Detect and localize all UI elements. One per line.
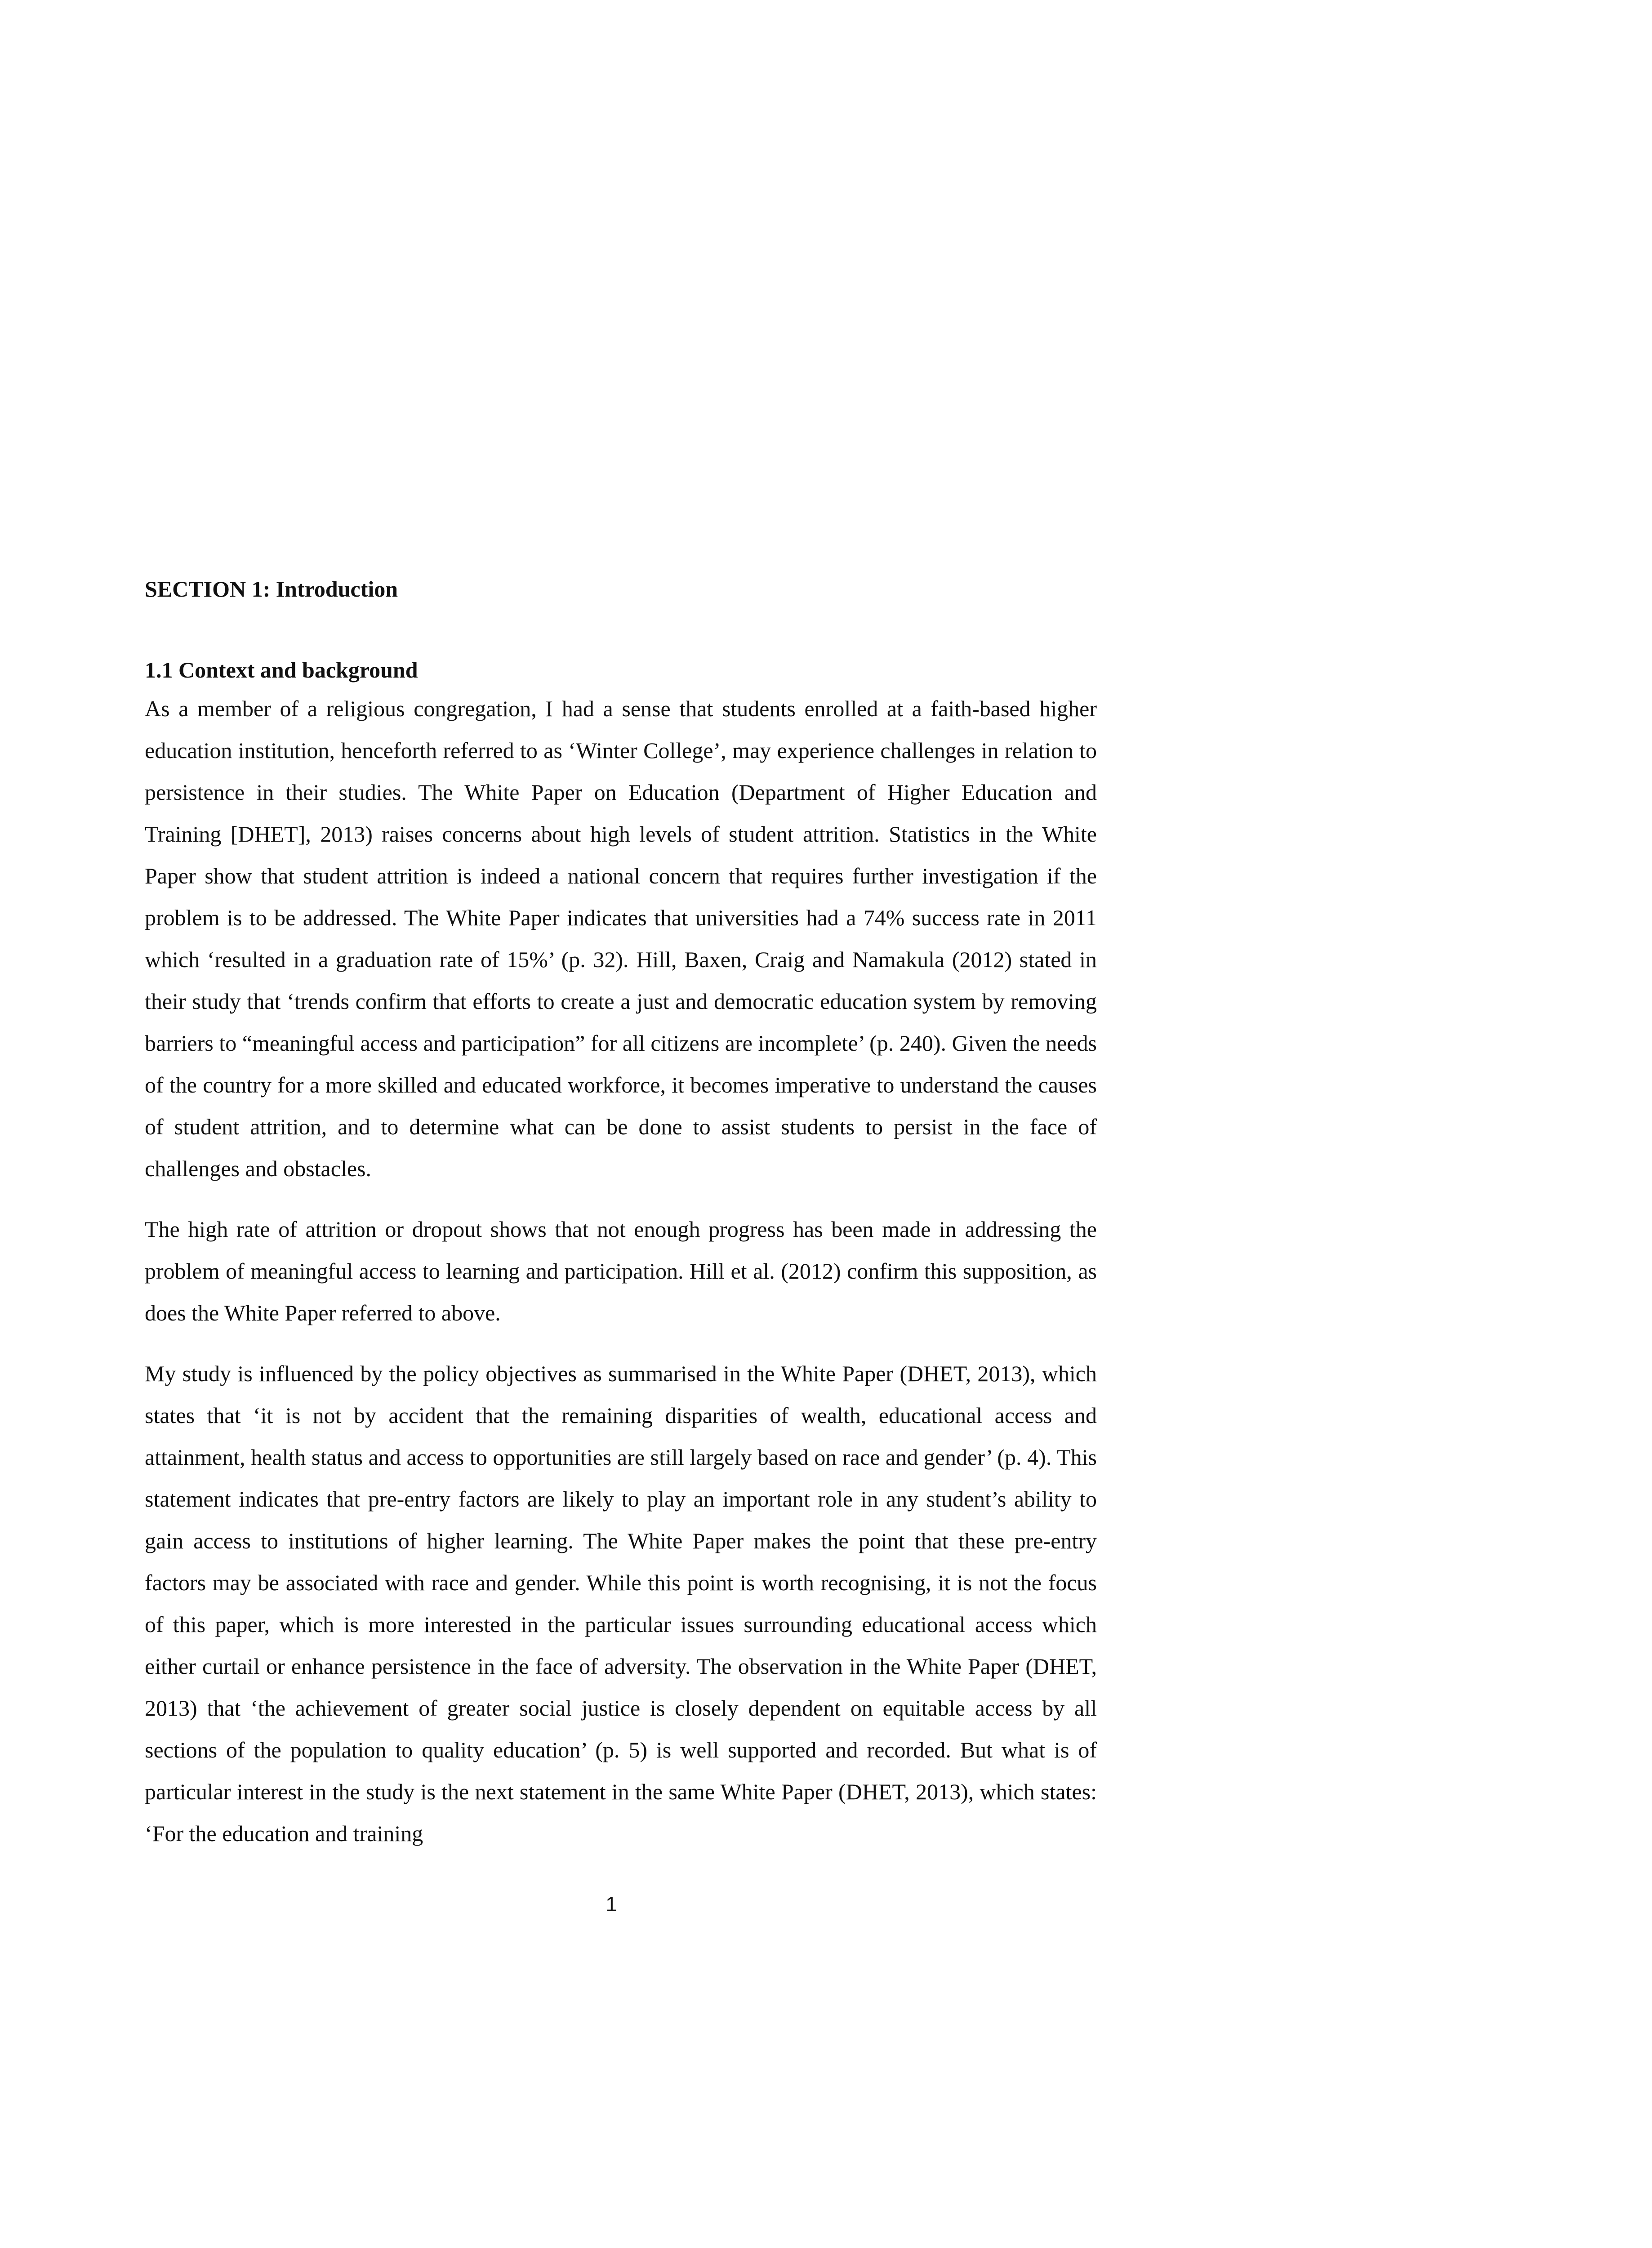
paragraph-policy-objectives: My study is influenced by the policy objectives as summarised in the White Paper (DHET, 2013), which states that ‘it is not by accident that the remaining disparities of wealth, educational access and attainment, health status and access to opportunities are still largely based on race and gender’ (p. 4). This statement indicates that pre-entry factors are likely to play an important role in any student’s ability to gain access to institutions of higher learning. The White Paper makes the point that these pre-entry factors may be associated with race and gender. While this point is worth recognising, it is not the focus of this paper, which is more interested in the particular issues surrounding educational access which either curtail or enhance persistence in the face of adversity. The observation in the White Paper (DHET, 2013) that ‘the achievement of greater social justice is closely dependent on equitable access by all sections of the population to quality education’ (p. 5) is well supported and recorded. But what is of particular interest in the study is the next statement in the same White Paper (DHET, 2013), which states: ‘For the education and training: [145, 1361, 1097, 1846]
page-content: [145, 571, 1097, 1855]
page-number: 1: [606, 1892, 617, 1916]
paragraph-attrition-rate: The high rate of attrition or dropout shows that not enough progress has been made in addressing the problem of meaningful access to learning and participation. Hill et al. (2012) confirm this supposition, as does the White Paper referred to above.: [145, 1217, 1097, 1325]
paragraph-context-background: As a member of a religious congregation, I had a sense that students enrolled at a faith-based higher education institution, henceforth referred to as ‘Winter College’, may experience challenges in relation to persistence in their studies. The White Paper on Education (Department of Higher Education and Training [DHET], 2013) raises concerns about high levels of student attrition. Statistics in the White Paper show that student attrition is indeed a national concern that requires further investigation if the problem is to be addressed. The White Paper indicates that universities had a 74% success rate in 2011 which ‘resulted in a graduation rate of 15%’ (p. 32). Hill, Baxen, Craig and Namakula (2012) stated in their study that ‘trends confirm that efforts to create a just and democratic education system by removing barriers to “meaningful access and participation” for all citizens are incomplete’ (p. 240). Given the needs of the country for a more skilled and educated workforce, it becomes imperative to understand the causes of student attrition, and to determine what can be done to assist students to persist in the face of challenges and obstacles.: [145, 696, 1097, 1181]
subsection-heading: 1.1 Context and background: [145, 657, 418, 682]
section-heading: SECTION 1: Introduction: [145, 576, 398, 602]
